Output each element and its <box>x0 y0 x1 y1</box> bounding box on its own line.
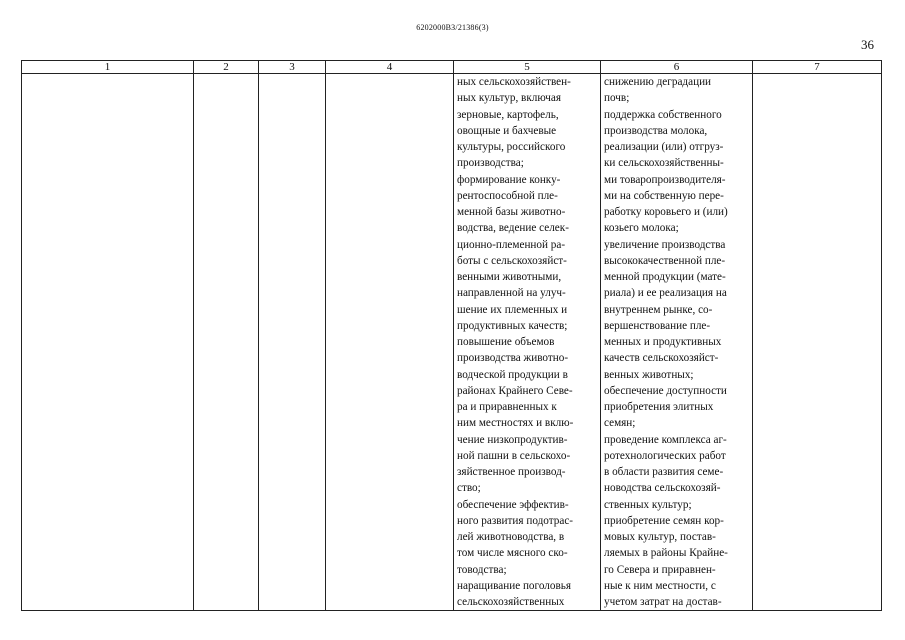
text-line: ляемых в районы Крайне- <box>604 547 728 560</box>
cell-col-7 <box>753 74 882 611</box>
text-line: водства, ведение селек- <box>457 222 569 235</box>
text-line: боты с сельскохозяйст- <box>457 254 567 267</box>
cell-col-1 <box>22 74 194 611</box>
text-line: в области развития семе- <box>604 466 724 478</box>
text-line: ных сельскохозяйствен- <box>457 76 571 88</box>
cell-col-3 <box>259 74 326 611</box>
text-line: ство; <box>457 482 481 495</box>
text-line: товодства; <box>457 563 507 576</box>
document-code: 6202000ВЗ/21386(3) <box>416 23 489 32</box>
text-line: мовых культур, постав- <box>604 531 716 543</box>
text-line: козьего молока; <box>604 222 679 235</box>
text-line: семян; <box>604 417 636 430</box>
text-line: формирование конку- <box>457 173 561 186</box>
text-line: ного развития подотрас- <box>457 514 574 527</box>
column-header-1: 1 <box>22 61 194 74</box>
text-line: производства животно- <box>457 352 569 365</box>
text-line: ми товаропроизводителя- <box>604 173 726 186</box>
text-line: высококачественной пле- <box>604 254 726 267</box>
text-line: направленной на улуч- <box>457 287 566 300</box>
text-line: обеспечение доступности <box>604 384 727 397</box>
text-line: рентоспособной пле- <box>457 189 558 202</box>
cell-col-2 <box>194 74 259 611</box>
page-number: 36 <box>861 37 874 52</box>
text-line: реализации (или) отгруз- <box>604 141 724 153</box>
table-row <box>22 74 882 611</box>
text-line: го Севера и приравнен- <box>604 563 716 576</box>
text-line: ки сельскохозяйственны- <box>604 157 724 170</box>
text-line: ра и приравненных к <box>457 401 557 413</box>
text-line: приобретения элитных <box>604 401 714 413</box>
text-line: ственных культур; <box>604 498 692 511</box>
main-table <box>21 60 882 611</box>
text-line: венными животными, <box>457 271 562 283</box>
text-line: риала) и ее реализация на <box>604 287 727 300</box>
cell-col-5 <box>454 74 601 611</box>
text-line: продуктивных качеств; <box>457 319 568 332</box>
text-line: ционно-племенной ра- <box>457 238 566 251</box>
text-line: ротехнологических работ <box>604 449 726 462</box>
text-line: внутреннем рынке, со- <box>604 303 713 316</box>
column-5-text <box>454 74 600 610</box>
text-line: овощные и бахчевые <box>457 124 557 137</box>
column-header-2: 2 <box>194 61 259 74</box>
text-line: зерновые, картофель, <box>457 108 559 121</box>
text-line: районах Крайнего Севе- <box>457 384 573 397</box>
text-line: венных животных; <box>604 368 694 381</box>
text-line: снижению деградации <box>604 76 712 88</box>
text-line: ми на собственную пере- <box>604 189 724 202</box>
text-line: водческой продукции в <box>457 368 568 381</box>
text-line: лей животноводства, в <box>457 531 565 543</box>
text-line: повышение объемов <box>457 336 555 348</box>
text-line: увеличение производства <box>604 238 726 251</box>
text-line: культуры, российского <box>457 141 566 153</box>
text-line: ных культур, включая <box>457 92 562 105</box>
text-line: шение их племенных и <box>457 303 568 316</box>
text-line: сельскохозяйственных <box>457 596 565 608</box>
text-line: ные к ним местности, с <box>604 579 716 592</box>
cell-col-6 <box>601 74 753 611</box>
column-6-text <box>601 74 752 610</box>
column-header-7: 7 <box>753 61 882 74</box>
column-header-4: 4 <box>326 61 454 74</box>
text-line: приобретение семян кор- <box>604 514 724 527</box>
text-line: менных и продуктивных <box>604 336 722 348</box>
text-line: производства; <box>457 157 524 170</box>
text-line: поддержка собственного <box>604 108 722 121</box>
text-line: наращивание поголовья <box>457 579 571 592</box>
column-header-6: 6 <box>601 61 753 74</box>
text-line: зяйственное производ- <box>457 466 566 478</box>
text-line: почв; <box>604 92 630 105</box>
text-line: ним местностях и вклю- <box>457 417 574 430</box>
text-line: том числе мясного ско- <box>457 547 568 560</box>
text-line: проведение комплекса аг- <box>604 433 727 446</box>
text-line: ной пашни в сельскохо- <box>457 449 571 462</box>
text-line: менной продукции (мате- <box>604 271 726 283</box>
column-header-5: 5 <box>454 61 601 74</box>
text-line: менной базы животно- <box>457 206 566 218</box>
header-row <box>22 61 882 74</box>
text-line: работку коровьего и (или) <box>604 206 728 218</box>
text-line: чение низкопродуктив- <box>457 433 568 446</box>
text-line: учетом затрат на достав- <box>604 596 722 608</box>
text-line: качеств сельскохозяйст- <box>604 352 719 365</box>
text-line: обеспечение эффектив- <box>457 498 569 511</box>
column-header-3: 3 <box>259 61 326 74</box>
text-line: производства молока, <box>604 124 708 137</box>
text-line: вершенствование пле- <box>604 319 711 332</box>
text-line: новодства сельскохозяй- <box>604 482 721 495</box>
cell-col-4 <box>326 74 454 611</box>
